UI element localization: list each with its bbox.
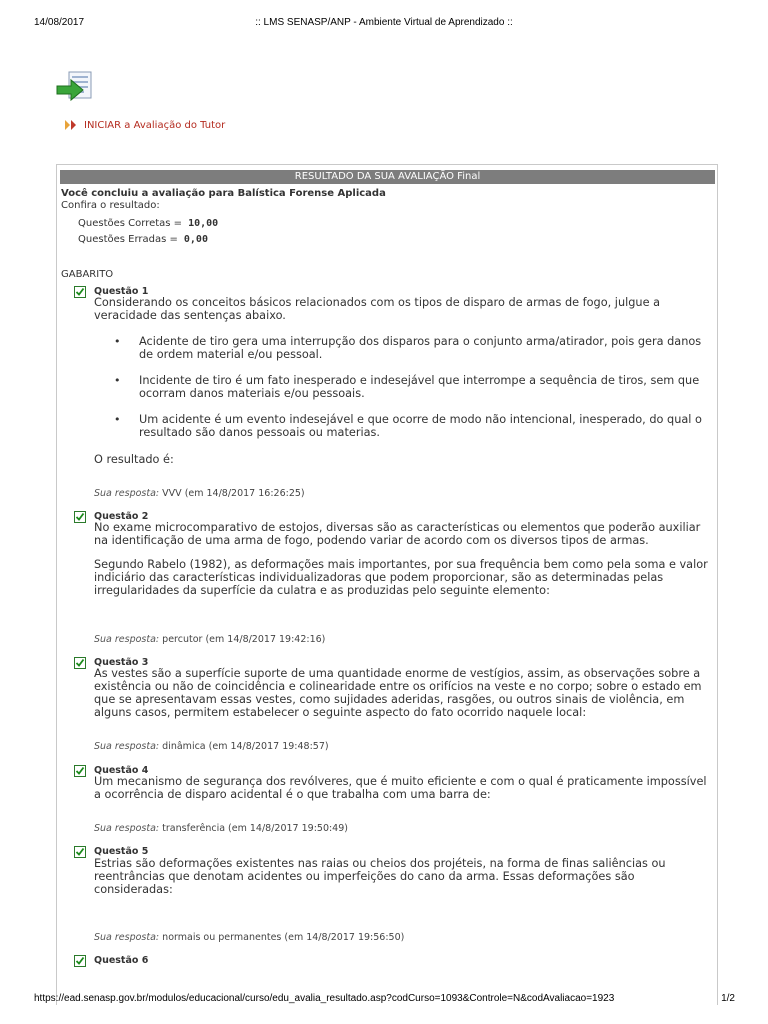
question-text-continued: Segundo Rabelo (1982), as deformações mais importantes, por sua frequência bem como pela soma e valor indiciário das características individualizadoras que podem proporcionar, são as determinadas pelas irregularidades da superfície da culatra e as produzidas pelo seguinte elemento:: [94, 558, 708, 597]
correct-value: 10,00: [188, 218, 219, 229]
question-label: Questão 4: [94, 765, 149, 776]
wrong-score-row: [78, 234, 208, 245]
result-panel: [56, 164, 718, 1005]
user-answer: [94, 932, 404, 943]
evaluation-logo-icon: [55, 70, 95, 104]
user-answer: [94, 634, 325, 645]
answer-label: Sua resposta:: [94, 932, 160, 943]
user-answer: [94, 488, 305, 499]
print-date: 14/08/2017: [34, 17, 85, 28]
start-link-label: INICIAR a Avaliação do Tutor: [84, 119, 226, 131]
answer-label: Sua resposta:: [94, 823, 160, 834]
question-text: Estrias são deformações existentes nas raias ou cheios dos projéteis, na forma de finas saliências ou reentrâncias que denotam acidentes ou imperfeições do cano da arma. Essas deformações são consideradas:: [94, 857, 666, 896]
correct-check-icon: [74, 846, 86, 858]
question-text: No exame microcomparativo de estojos, diversas são as características ou elementos que poderão auxiliar na identificação de uma arma de fogo, podendo variar de acordo com os diversos tipos de armas.: [94, 521, 701, 547]
wrong-label: Questões Erradas =: [78, 234, 178, 245]
correct-label: Questões Corretas =: [78, 218, 183, 229]
statement-item: • Acidente de tiro gera uma interrupção dos disparos para o conjunto arma/atirador, pois gera danos de ordem material e/ou pessoal.: [114, 335, 709, 361]
correct-check-icon: [74, 511, 86, 523]
answer-label: Sua resposta:: [94, 634, 160, 645]
answer-value: transferência (em 14/8/2017 19:50:49): [162, 823, 348, 834]
answer-value: dinâmica (em 14/8/2017 19:48:57): [162, 741, 329, 752]
wrong-value: 0,00: [183, 234, 208, 245]
question-label: Questão 6: [94, 955, 149, 966]
answer-label: Sua resposta:: [94, 741, 160, 752]
correct-check-icon: [74, 955, 86, 967]
correct-check-icon: [74, 286, 86, 298]
question-text: Considerando os conceitos básicos relacionados com os tipos de disparo de armas de fogo, julgue a veracidade das sentenças abaixo.: [94, 296, 661, 322]
start-tutor-evaluation-link[interactable]: [64, 118, 225, 132]
check-result-label: Confira o resultado:: [61, 200, 160, 211]
result-prompt: O resultado é:: [94, 453, 174, 466]
correct-check-icon: [74, 657, 86, 669]
correct-score-row: [78, 218, 218, 229]
print-page-number: 1/2: [721, 993, 735, 1004]
correct-check-icon: [74, 765, 86, 777]
question-statements: [114, 335, 709, 452]
panel-title: RESULTADO DA SUA AVALIAÇÃO Final: [60, 170, 715, 184]
question-label: Questão 5: [94, 846, 149, 857]
answer-label: Sua resposta:: [94, 488, 160, 499]
question-label: Questão 2: [94, 511, 149, 522]
user-answer: [94, 823, 348, 834]
concluded-message: Você concluiu a avaliação para Balística Forense Aplicada: [61, 188, 386, 199]
answer-value: VVV (em 14/8/2017 16:26:25): [162, 488, 305, 499]
print-page-title: :: LMS SENASP/ANP - Ambiente Virtual de Aprendizado ::: [255, 17, 513, 28]
print-footer: [0, 993, 768, 1007]
statement-item: • Incidente de tiro é um fato inesperado e indesejável que interrompe a sequência de tiros, sem que ocorram danos materiais e/ou pessoais.: [114, 374, 709, 400]
answer-value: normais ou permanentes (em 14/8/2017 19:56:50): [162, 932, 405, 943]
print-url: https://ead.senasp.gov.br/modulos/educacional/curso/edu_avalia_resultado.asp?codCurso=1093&Controle=N&codAvaliacao=1923: [34, 993, 615, 1004]
question-text: Um mecanismo de segurança dos revólveres, que é muito eficiente e com o qual é praticamente impossível a ocorrência de disparo acidental é o que trabalha com uma barra de:: [94, 775, 707, 801]
statement-item: • Um acidente é um evento indesejável e que ocorre de modo não intencional, inesperado, do qual o resultado são danos pessoais ou materias.: [114, 413, 709, 439]
gabarito-heading: GABARITO: [61, 269, 114, 280]
answer-value: percutor (em 14/8/2017 19:42:16): [162, 634, 326, 645]
print-header: [0, 15, 768, 31]
question-label: Questão 3: [94, 657, 149, 668]
double-arrow-icon: [64, 119, 80, 131]
question-text: As vestes são a superfície suporte de uma quantidade enorme de vestígios, assim, as observações sobre a existência ou não de coincidência e colinearidade entre os orifícios na veste e no corpo; sobre o estado em que se apresentavam essas vestes, como sujidades aderidas, rasgões, ou outros sinais de violência, em alguns casos, permitem estabelecer o seguinte aspecto do fato ocorrido naquele local:: [94, 667, 702, 719]
question-label: Questão 1: [94, 286, 149, 297]
user-answer: [94, 741, 329, 752]
